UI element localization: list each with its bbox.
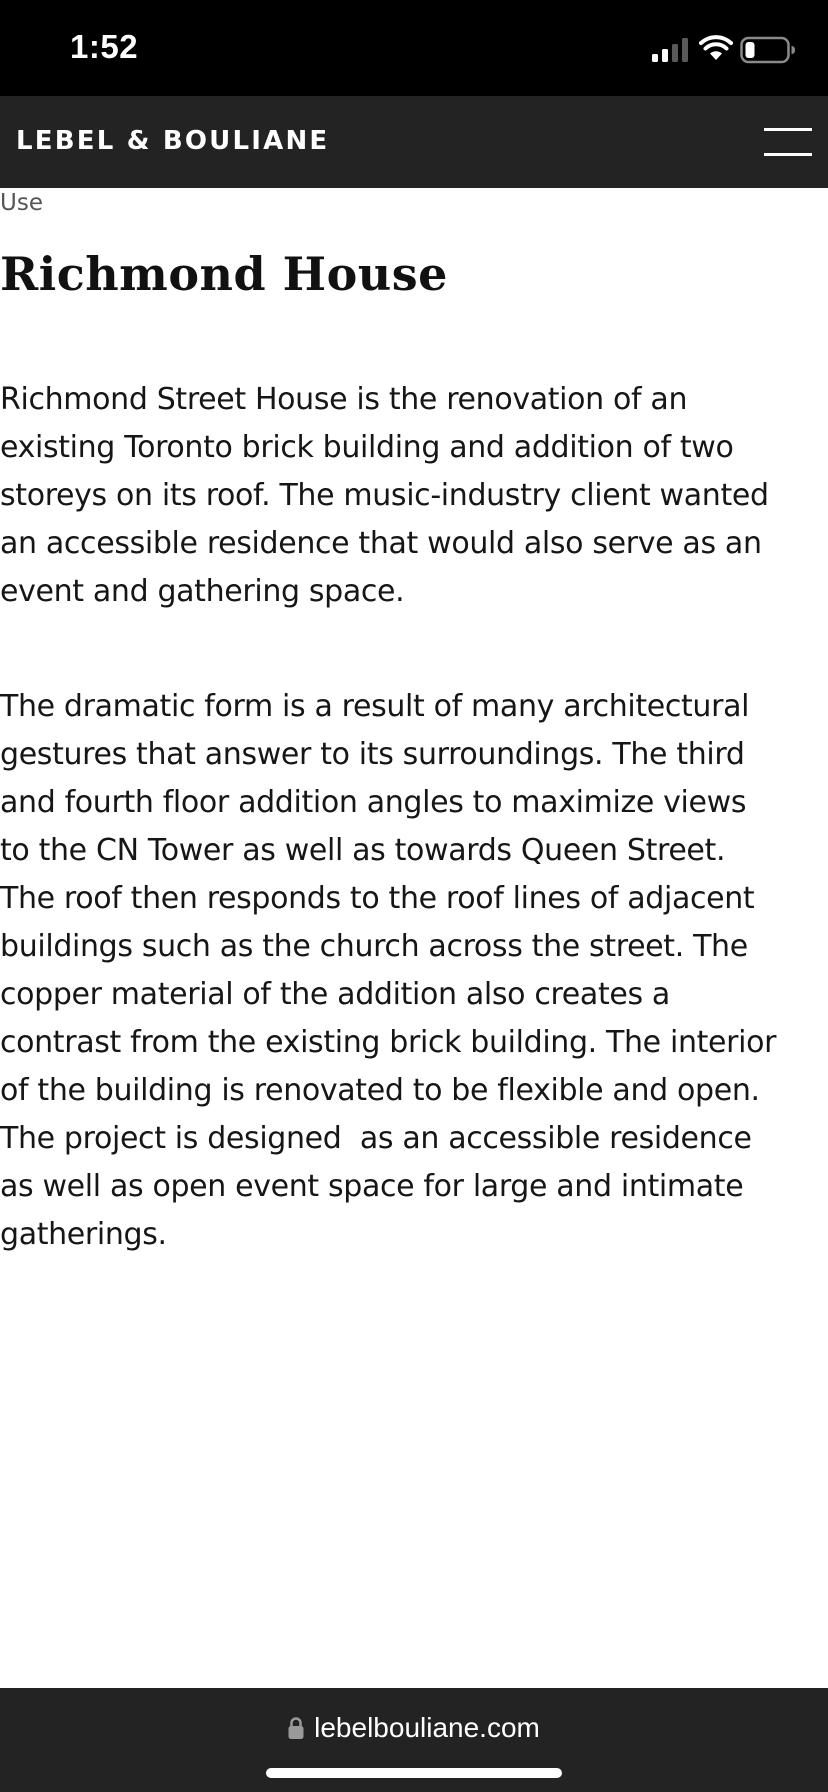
hamburger-menu-icon[interactable]	[764, 126, 812, 158]
page-title: Richmond House	[0, 247, 448, 301]
status-time: 1:52	[70, 28, 139, 65]
signal-icon	[652, 38, 690, 62]
browser-address-bar	[0, 1688, 828, 1792]
status-bar	[0, 0, 828, 96]
site-header	[0, 96, 828, 188]
lock-icon	[288, 1716, 304, 1740]
project-description-paragraph: The dramatic form is a result of many architectural gestures that answer to its surroundings. The third and fourth floor addition angles to maximize views to the CN Tower as well as towards Queen Street. The roof then responds to the roof lines of adjacent buildings such as the church across the street. The copper material of the addition also creates a contrast from the existing brick building. The interior of the building is renovated to be flexible and open. The project is designed as an accessible residence as well as open event space for large and intimate gatherings.	[0, 689, 777, 1252]
project-category: Use	[0, 190, 43, 216]
battery-icon	[740, 36, 796, 64]
wifi-icon	[699, 34, 733, 62]
project-description-paragraph: Richmond Street House is the renovation of an existing Toronto brick building and addition of two storeys on its roof. The music-industry client wanted an accessible residence that would also serve as an event and gathering space.	[0, 382, 769, 609]
site-logo[interactable]: LEBEL & BOULIANE	[16, 126, 330, 156]
url-field[interactable]	[0, 1710, 828, 1746]
home-indicator[interactable]	[266, 1768, 562, 1778]
url-text: lebelbouliane.com	[314, 1712, 540, 1743]
